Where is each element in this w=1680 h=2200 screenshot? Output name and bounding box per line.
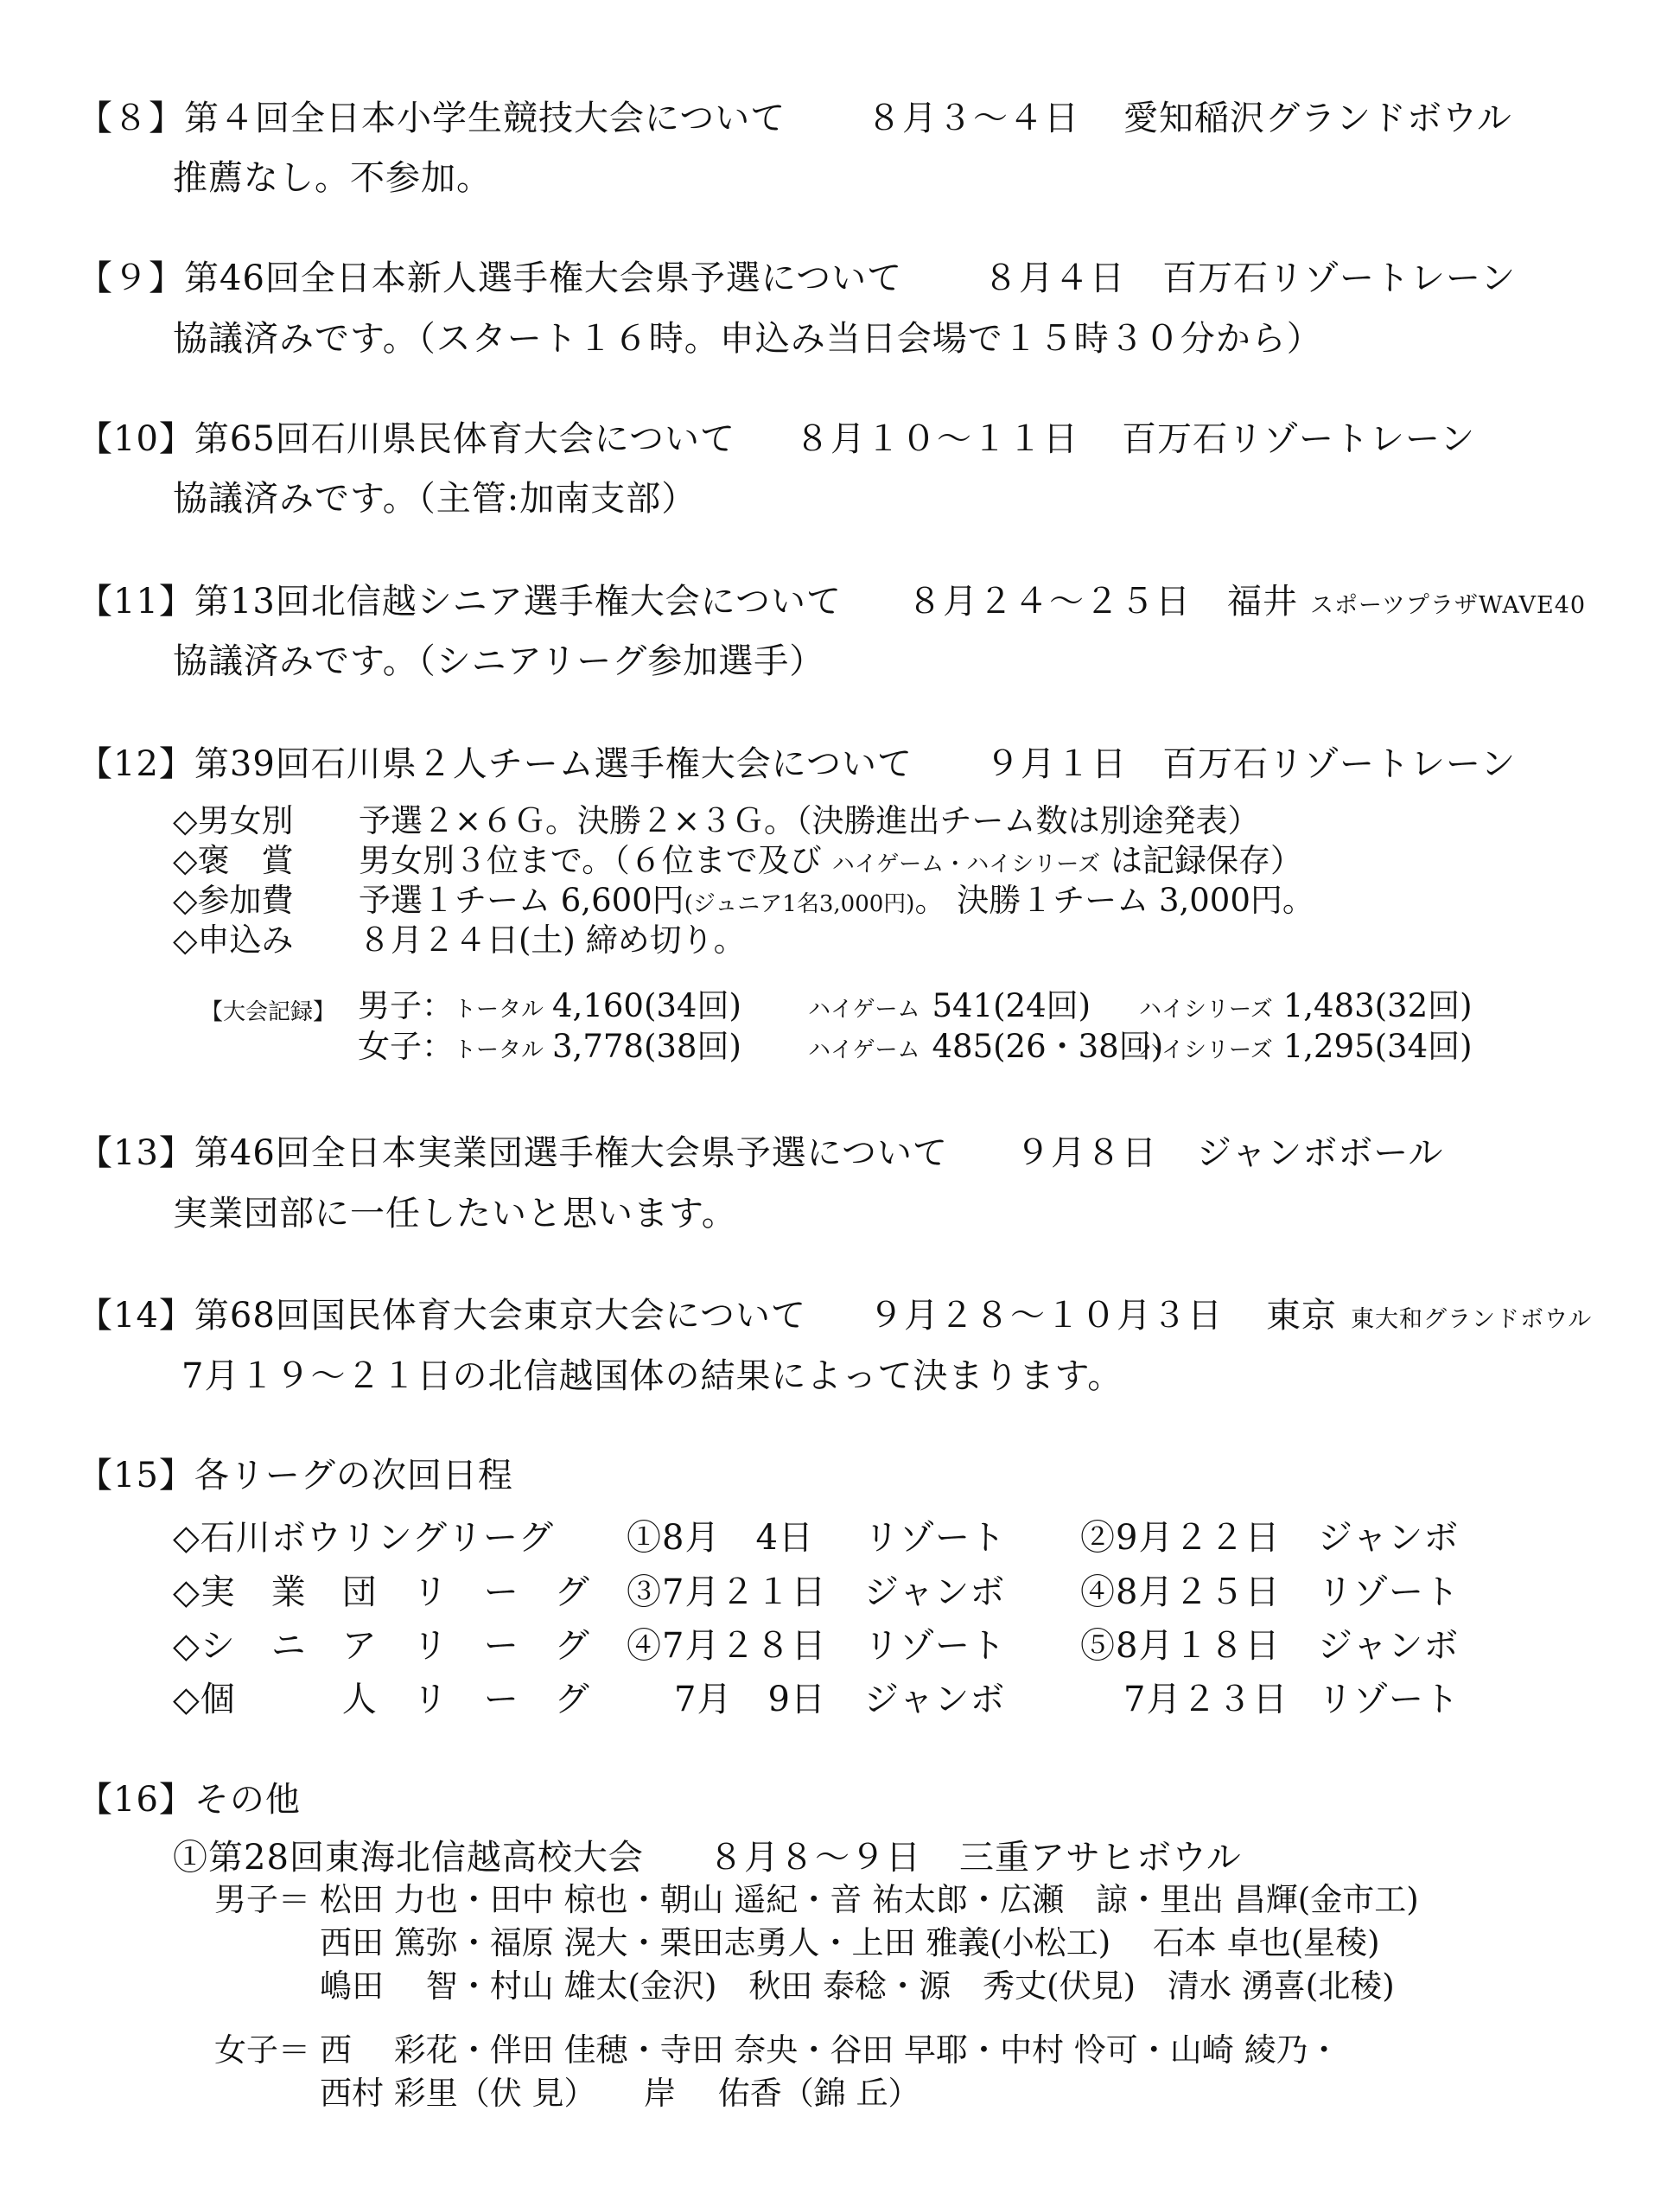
record-men: 男子：トータル 4,160(34回) <box>358 987 741 1024</box>
item-number: 【15】 <box>78 1456 194 1495</box>
item-11-date: ８月２４〜２５日 <box>907 582 1191 622</box>
league-row-1-date1: ①8月 4日 <box>627 1518 814 1558</box>
item-title: 各リーグの次回日程 <box>194 1456 513 1495</box>
item-9-note: 協議済みです。（スタート１６時。申込み当日会場で１５時３０分から） <box>173 319 1322 359</box>
men-label: 男子＝ <box>214 1881 310 1918</box>
league-row-3-venue1: リゾート <box>864 1626 1006 1666</box>
item-8-venue: 愛知稲沢グランドボウル <box>1123 99 1512 138</box>
item-title: 第39回石川県２人チーム選手権大会について <box>194 744 913 784</box>
item-8-date: ８月３〜４日 <box>867 99 1079 138</box>
league-row-3-name: ◇シ ニ ア リ ー グ <box>173 1626 590 1666</box>
item-13-date: ９月８日 <box>1015 1133 1157 1173</box>
league-row-2-date2: ④8月２５日 <box>1080 1572 1281 1612</box>
item-13-note: 実業団部に一任したいと思います。 <box>173 1194 737 1234</box>
league-row-1-date2: ②9月２２日 <box>1080 1518 1281 1558</box>
league-row-4-date2: 7月２３日 <box>1123 1680 1289 1719</box>
women-line-2: 西村 彩里（伏 見） 岸 佑香（錦 丘） <box>320 2075 920 2112</box>
item-11-venue-detail: スポーツプラザWAVE40 <box>1310 592 1587 619</box>
item-14-heading <box>78 1295 806 1336</box>
item-12-date: ９月１日 <box>985 744 1127 784</box>
men-line-2: 西田 篤弥・福原 滉大・栗田志勇人・上田 雅義(小松工) 石本 卓也(星稜) <box>320 1924 1380 1961</box>
item-9-heading <box>78 258 902 299</box>
men-line-3: 嶋田 智・村山 雄太(金沢) 秋田 泰稔・源 秀丈(伏見) 清水 湧喜(北稜) <box>320 1967 1395 2005</box>
item-title: 第46回全日本実業団選手権大会県予選について <box>194 1133 949 1173</box>
item-15-heading <box>78 1455 513 1496</box>
women-label: 女子＝ <box>214 2031 310 2069</box>
league-row-4-name: ◇個 人 リ ー グ <box>173 1680 590 1719</box>
item-title: その他 <box>194 1780 301 1820</box>
league-row-1-venue2: ジャンボ <box>1318 1518 1460 1558</box>
item-13-heading <box>78 1132 948 1174</box>
league-row-2-name: ◇実 業 団 リ ー グ <box>173 1572 590 1612</box>
item-title: 第４回全日本小学生競技大会について <box>184 99 786 138</box>
league-row-4-venue2: リゾート <box>1318 1680 1460 1719</box>
item-14-date: ９月２８〜１０月３日 <box>869 1296 1223 1336</box>
record-women-hg: ハイゲーム 485(26・38回) <box>808 1028 1164 1065</box>
league-row-4-venue1: ジャンボ <box>864 1680 1006 1719</box>
item-12-rule-1: ◇男女別 予選２×６Ｇ。決勝２×３Ｇ。（決勝進出チーム数は別途発表） <box>173 802 1260 839</box>
item-10-heading <box>78 418 735 460</box>
item-12-rule-3: ◇参加費 予選１チーム 6,600円(ジュニア1名3,000円)。 決勝１チーム 3,000円。 <box>173 882 1314 919</box>
item-9-venue: 百万石リゾートレーン <box>1162 258 1517 298</box>
item-title: 第46回全日本新人選手権大会県予選について <box>184 258 903 298</box>
item-number: 【11】 <box>78 582 194 622</box>
league-row-1-name: ◇石川ボウリングリーグ <box>173 1518 554 1558</box>
item-14-venue-detail: 東大和グランドボウル <box>1351 1306 1593 1333</box>
item-title: 第13回北信越シニア選手権大会について <box>194 582 843 622</box>
item-11-heading <box>78 581 842 622</box>
other-event: ①第28回東海北信越高校大会 <box>173 1838 644 1878</box>
league-row-4-date1: 7月 9日 <box>674 1680 826 1719</box>
item-number: 【12】 <box>78 744 194 784</box>
item-number: 【16】 <box>78 1780 194 1820</box>
item-8-note: 推薦なし。不参加。 <box>173 158 492 198</box>
item-10-note: 協議済みです。（主管:加南支部） <box>173 479 697 519</box>
item-title: 第68回国民体育大会東京大会について <box>194 1296 807 1336</box>
league-row-3-date1: ④7月２８日 <box>627 1626 827 1666</box>
item-number: 【14】 <box>78 1296 194 1336</box>
item-number: 【13】 <box>78 1133 194 1173</box>
league-row-3-date2: ⑤8月１８日 <box>1080 1626 1281 1666</box>
record-men-hg: ハイゲーム 541(24回) <box>808 987 1091 1024</box>
item-12-rule-4: ◇申込み ８月２４日(土) 締め切り。 <box>173 921 746 959</box>
league-row-2-date1: ③7月２１日 <box>627 1572 827 1612</box>
item-title: 第65回石川県民体育大会について <box>194 419 736 459</box>
item-10-venue: 百万石リゾートレーン <box>1122 419 1476 459</box>
item-10-date: ８月１０〜１１日 <box>795 419 1079 459</box>
league-row-2-venue1: ジャンボ <box>864 1572 1006 1612</box>
men-line-1: 松田 力也・田中 椋也・朝山 遥紀・音 祐太郎・広瀬 諒・里出 昌輝(金市工) <box>320 1881 1419 1918</box>
record-tag: 【大会記録】 <box>200 999 336 1025</box>
other-event-venue: 三重アサヒボウル <box>959 1838 1242 1878</box>
record-women: 女子：トータル 3,778(38回) <box>358 1028 741 1065</box>
item-14-venue: 東京 東大和グランドボウル <box>1266 1296 1593 1336</box>
item-14-note: 7月１９〜２１日の北信越国体の結果によって決まります。 <box>181 1356 1123 1396</box>
item-12-heading <box>78 743 913 785</box>
item-11-note: 協議済みです。（シニアリーグ参加選手） <box>173 641 825 681</box>
record-women-hs: ハイシリーズ 1,295(34回) <box>1139 1028 1473 1065</box>
item-8-heading <box>78 98 786 139</box>
item-13-venue: ジャンボボール <box>1197 1133 1444 1173</box>
item-12-venue: 百万石リゾートレーン <box>1162 744 1517 784</box>
league-row-1-venue1: リゾート <box>864 1518 1006 1558</box>
item-16-heading <box>78 1779 301 1821</box>
item-number: 【８】 <box>78 99 184 138</box>
league-row-2-venue2: リゾート <box>1318 1572 1460 1612</box>
item-12-rule-2: ◇褒 賞 男女別３位まで。（６位まで及び ハイゲーム・ハイシリーズ は記録保存） <box>173 842 1302 879</box>
item-number: 【10】 <box>78 419 194 459</box>
league-row-3-venue2: ジャンボ <box>1318 1626 1460 1666</box>
item-9-date: ８月４日 <box>983 258 1125 298</box>
record-men-hs: ハイシリーズ 1,483(32回) <box>1139 987 1473 1024</box>
item-number: 【９】 <box>78 258 184 298</box>
other-event-date: ８月８〜９日 <box>709 1838 921 1878</box>
item-11-venue: 福井 スポーツプラザWAVE40 <box>1227 582 1587 622</box>
women-line-1: 西 彩花・伴田 佳穂・寺田 奈央・谷田 早耶・中村 怜可・山崎 綾乃・ <box>320 2031 1340 2069</box>
